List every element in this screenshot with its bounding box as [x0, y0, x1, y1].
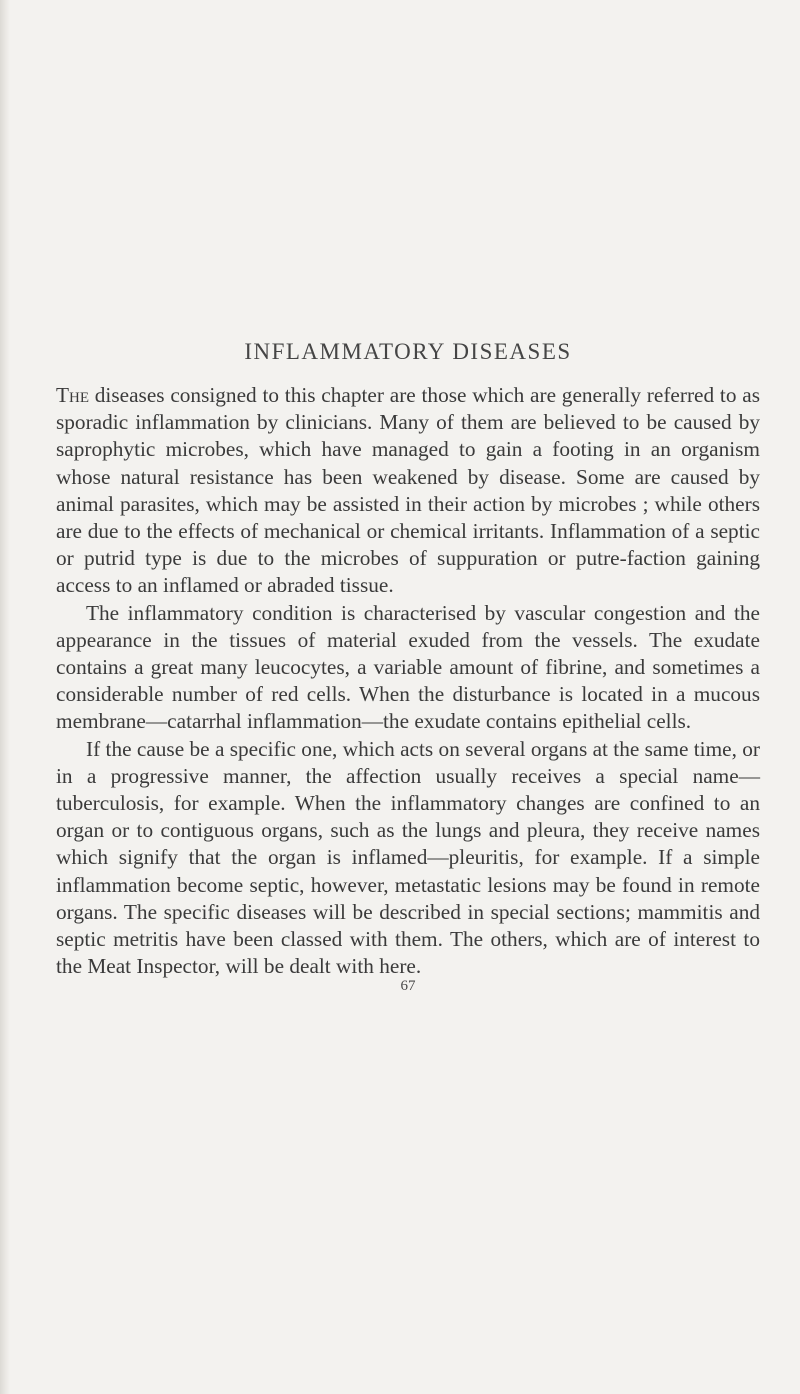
paragraph-3: If the cause be a specific one, which acts on several organs at the same time, or in a progressive manner, the affection usually receives a special name—tuberculosis, for example. When the inflammatory changes are confined to an organ or to contiguous organs, such as the lungs and pleura, they receive names which signify that the organ is inflamed—pleuritis, for example. If a simple inflammation become septic, however, metastatic lesions may be found in remote organs. The specific diseases will be described in special sections; mammitis and septic metritis have been classed with them. The others, which are of interest to the Meat Inspector, will be dealt with here.: [56, 736, 760, 979]
book-page: [56, 338, 760, 995]
page-edge-shadow: [0, 0, 10, 1394]
page-number: 67: [400, 978, 416, 995]
paragraph-1-lead-word: The: [56, 383, 90, 407]
paragraph-1-text: diseases consigned to this chapter are those which are generally referred to as sporadic inflammation by clinicians. Many of them are believed to be caused by saprophytic microbes, which have managed to gain a footing in an organism whose natural resistance has been weakened by disease. Some are caused by animal parasites, which may be assisted in their action by microbes ; while others are due to the effects of mechanical or chemical irritants. Inflammation of a septic or putrid type is due to the microbes of suppuration or putre-faction gaining access to an inflamed or abraded tissue.: [56, 383, 760, 598]
chapter-title: INFLAMMATORY DISEASES: [244, 339, 572, 364]
paragraph-2: The inflammatory condition is characterised by vascular congestion and the appearance in the tissues of material exuded from the vessels. The exudate contains a great many leucocytes, a variable amount of fibrine, and sometimes a considerable number of red cells. When the disturbance is located in a mucous membrane—catarrhal inflammation—the exudate contains epithelial cells.: [56, 600, 760, 734]
paragraph-1: [56, 382, 760, 600]
